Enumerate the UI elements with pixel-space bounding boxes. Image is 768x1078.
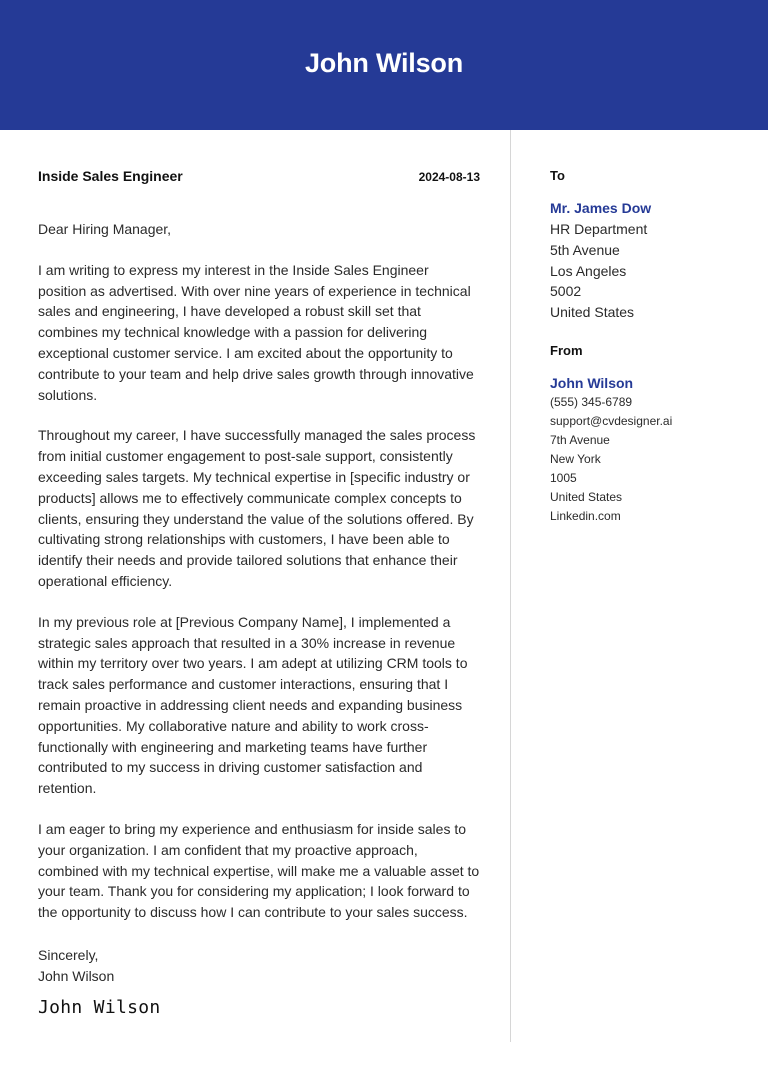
- letter-topline: [38, 168, 480, 188]
- job-title: Inside Sales Engineer: [38, 168, 183, 184]
- salutation: Dear Hiring Manager,: [38, 221, 172, 237]
- closing-name: John Wilson: [38, 967, 115, 984]
- applicant-name: John Wilson: [304, 47, 464, 78]
- recipient-line: HR Department: [550, 221, 648, 237]
- paragraph-1: I am writing to express my interest in the Inside Sales Engineer position as advertised. With over nine years of experience in technical sales and engineering, I have developed a robust skill set that combines my technical knowledge with a passion for delivering exceptional customer service. I am excited about the opportunity to contribute to your team and help drive sales growth through innovative solutions.: [38, 261, 474, 403]
- recipient-line: 5th Avenue: [550, 241, 620, 258]
- recipient-name: Mr. James Dow: [550, 200, 652, 216]
- recipient-line: Los Angeles: [550, 262, 627, 279]
- sender-phone: (555) 345-6789: [550, 394, 633, 409]
- letter-body: [38, 168, 480, 1018]
- paragraph-3: In my previous role at [Previous Company Name], I implemented a strategic sales approach that resulted in a 30% increase in revenue within my territory over two years. I am adept at utilizing CRM tools to track sales performance and customer interactions, ensuring that I remain proactive in addressing client needs and expanding business opportunities. My collaborative nature and ability to work cross-functionally with engineering and marketing teams have further contributed to my success in driving customer satisfaction and retention.: [38, 613, 468, 797]
- recipient-line: United States: [550, 304, 635, 321]
- column-divider: [510, 130, 511, 1042]
- paragraph-4: I am eager to bring my experience and enthusiasm for inside sales to your organization. I am confident that my proactive approach, combined with my technical expertise, will make me a valuable asset to your team. Thank you for considering my application; I look forward to the opportunity to discuss how I can contribute to your sales success.: [38, 820, 480, 921]
- header-banner: [0, 0, 768, 130]
- sender-email: support@cvdesigner.ai: [550, 413, 673, 428]
- sender-zip: 1005: [550, 470, 577, 485]
- closing: Sincerely,: [38, 946, 99, 963]
- sender-street: 7th Avenue: [550, 432, 610, 447]
- to-heading: To: [550, 168, 565, 183]
- from-heading: From: [550, 342, 583, 358]
- sender-city: New York: [550, 451, 601, 466]
- letter-date: 2024-08-13: [418, 170, 480, 184]
- paragraph-2: Throughout my career, I have successfully managed the sales process from initial customer engagement to post-sale support, consistently exceeding sales targets. My technical expertise in [specific industry or products] allows me to effectively communicate complex concepts to clients, ensuring they understand the value of the solutions offered. By cultivating strong relationships with customers, I have been able to identify their needs and provide tailored solutions that enhance their operational efficiency.: [38, 427, 476, 589]
- sender-linkedin: Linkedin.com: [550, 508, 621, 523]
- sender-country: United States: [550, 489, 623, 504]
- sender-name: John Wilson: [550, 374, 634, 391]
- recipient-line: 5002: [550, 283, 582, 300]
- address-sidebar: [550, 168, 750, 526]
- signature: John Wilson: [38, 996, 161, 1018]
